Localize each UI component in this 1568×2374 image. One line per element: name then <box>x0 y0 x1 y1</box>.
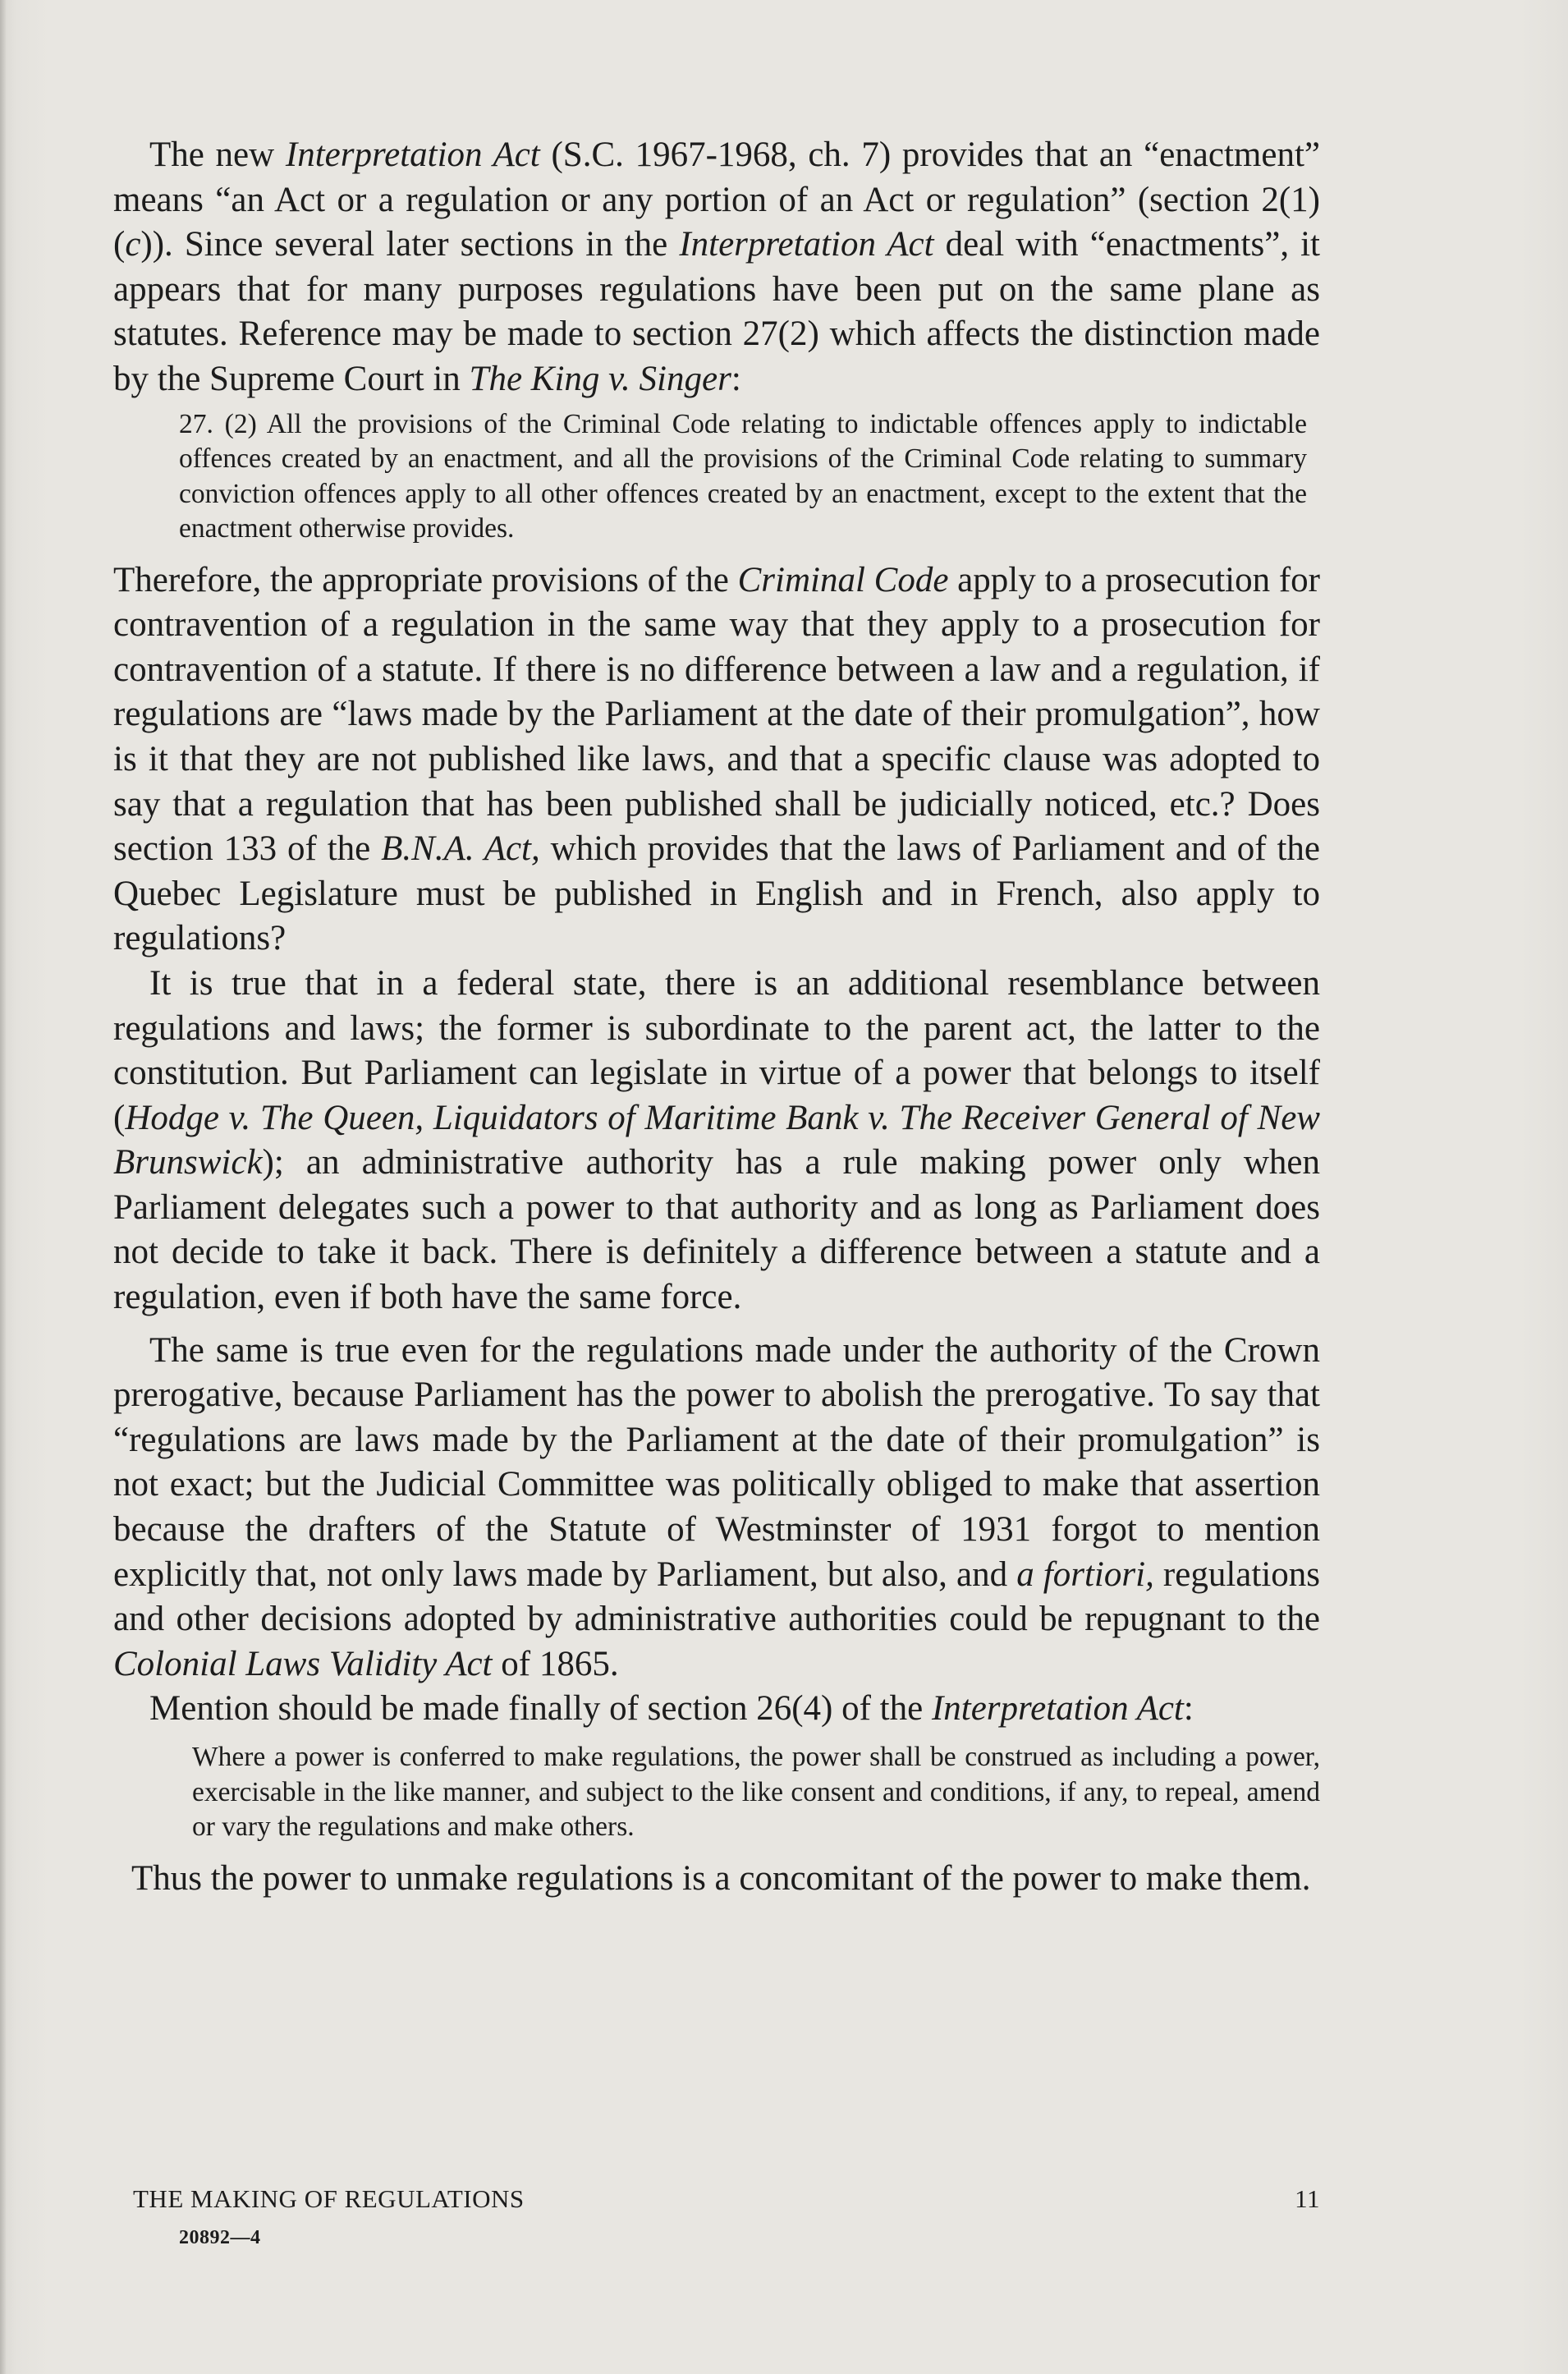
text-run: (S.C. 1967-1968, ch. 7) provides that an “enactment” means “an Act or a regulation or any portion of an Act or regulation” (section 2(1)( <box>113 135 1320 264</box>
text-run: of 1865. <box>492 1644 619 1683</box>
paragraph-3 <box>113 962 1320 1320</box>
italic-title: B.N.A. Act, <box>381 829 540 869</box>
italic-case-name: The King v. Singer <box>469 359 731 398</box>
text-run: ); an administrative authority has a rule making power only when Parliament delegates such a power to that authority and as long as Parliament does not decide to take it back. There is definitely a difference between a statute and a regulation, even if both have the same force. <box>113 1143 1320 1317</box>
body-text <box>113 133 1320 1901</box>
italic-title: Interpretation Act <box>931 1689 1184 1729</box>
italic-title: Colonial Laws Validity Act <box>113 1644 493 1683</box>
text-run: It is true that in a federal state, there is an additional resemblance between regulations and laws; the former is subordinate to the parent act, the latter to the constitution. But Parliament can legislate in virtue of a power that belongs to itself ( <box>113 963 1320 1137</box>
italic-title: Interpretation Act <box>679 225 934 264</box>
paragraph-6: Thus the power to unmake regulations is a concomitant of the power to make them. <box>131 1858 1311 1898</box>
text-run: : <box>731 359 741 398</box>
paragraph-2 <box>113 558 1320 962</box>
text-run: apply to a prosecution for contravention of a regulation in the same way that they apply to a prosecution for contravention of a statute. If there is no difference between a law and a regulation, if regulations are “laws made by the Parliament at the date of their promulgation”, how is it that they are not published like laws, and that a specific clause was adopted to say that a regulation that has been published shall be judicially noticed, etc.? Does section 133 of the <box>113 560 1320 869</box>
text-run: Mention should be made finally of section 26(4) of the <box>149 1689 932 1729</box>
text-run: )). Since several later sections in the <box>140 225 680 264</box>
text-run: : <box>1183 1689 1194 1729</box>
block-quote-section-27-2: 27. (2) All the provisions of the Criminal Code relating to indictable offences apply to indictable offences created by an enactment, and all the provisions of the Criminal Code relating to summary conviction offences apply to all other offences created by an enactment, except to the extent that the enactment otherwise provides. <box>179 408 1307 544</box>
italic-title: Interpretation Act <box>285 135 540 174</box>
running-footer-title: THE MAKING OF REGULATIONS <box>133 2184 525 2213</box>
text-run: Therefore, the appropriate provisions of the <box>113 560 738 599</box>
italic-title: Criminal Code <box>737 560 949 599</box>
text-run: which provides that the laws of Parliament and of the Quebec Legislature must be published in English and in French, also apply to regulations? <box>113 829 1320 958</box>
text-run: deal with “enactments”, it appears that for many purposes regulations have been put on the same plane as statutes. Reference may be made to section 27(2) which affects the distinction made by the Supreme Court in <box>113 225 1321 398</box>
italic-phrase: a fortiori, <box>1016 1554 1154 1594</box>
page-edge-shadow <box>0 0 7 2374</box>
text-run: The new <box>149 135 286 174</box>
page-number: 11 <box>1295 2184 1320 2213</box>
paragraph-1 <box>113 133 1320 402</box>
text-run: regulations and other decisions adopted by administrative authorities could be repugnant to the <box>113 1554 1320 1639</box>
block-quote-section-26-4: Where a power is conferred to make regulations, the power shall be construed as including a power, exercisable in the like manner, and subject to the like consent and conditions, if any, to repeal, amend or vary the regulations and make others. <box>192 1742 1320 1842</box>
paragraph-5 <box>113 1687 1320 1732</box>
text-run: The same is true even for the regulations made under the authority of the Crown prerogative, because Parliament has the power to abolish the prerogative. To say that “regulations are laws made by the Parliament at the date of their promulgation” is not exact; but the Judicial Committee was politically obliged to make that assertion because the drafters of the Statute of Westminster of 1931 forgot to mention explicitly that, not only laws made by Parliament, but also, and <box>113 1330 1320 1594</box>
italic-letter: c <box>125 225 141 264</box>
paragraph-4 <box>113 1329 1320 1688</box>
italic-case-names: Hodge v. The Queen, Liquidators of Maritime Bank v. The Receiver General of New Brunswick <box>113 1098 1320 1182</box>
print-code: 20892—4 <box>179 2227 261 2248</box>
